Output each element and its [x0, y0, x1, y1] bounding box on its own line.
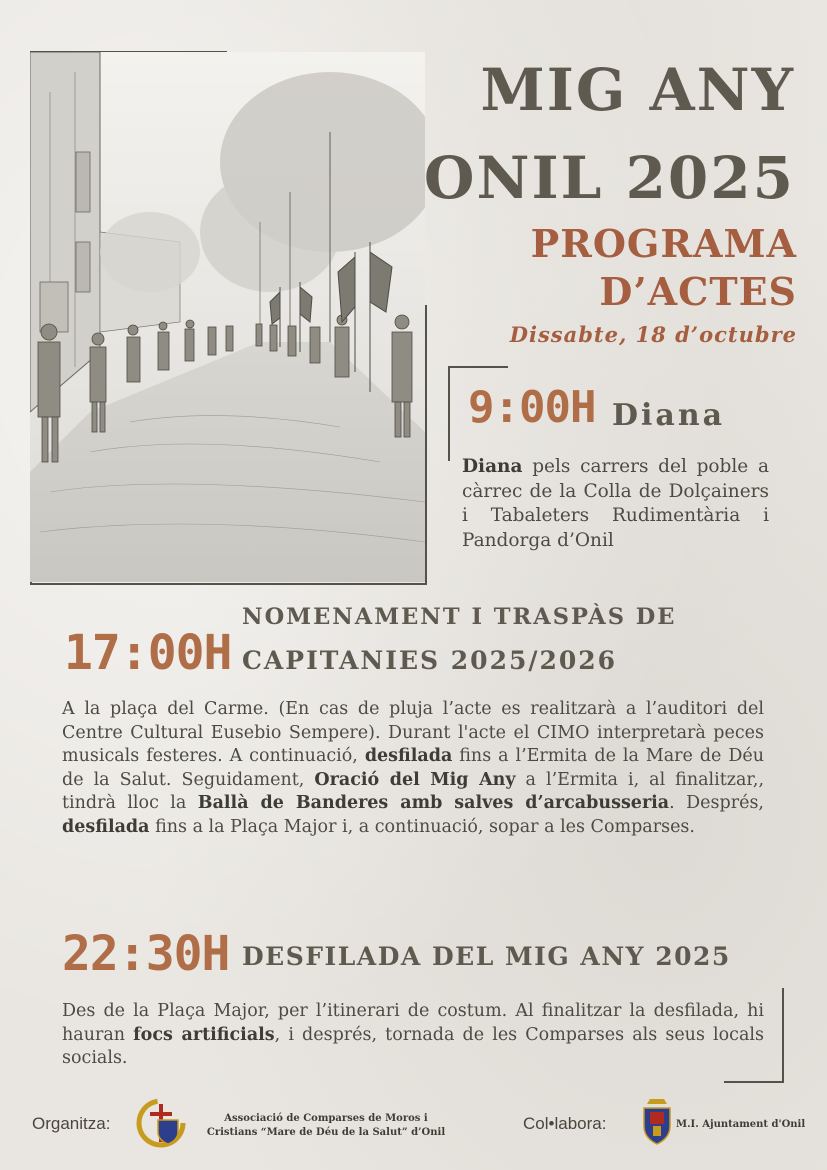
event-date: Dissabte, 18 d’octubre [509, 322, 797, 347]
frame-bottom-line [30, 583, 427, 585]
event1-desc-text: pels carrers del poble a càrrec de la Colla de Dolçainers i Tabaleters Rudimentària i Pandorga d’Onil [462, 456, 769, 551]
event2-desc-part2: fins a l’Ermita de la Mare de Déu de la Salut. Seguidament, [62, 746, 764, 790]
frame-right-line [425, 305, 427, 585]
comparses-logo-icon [136, 1098, 186, 1148]
event2-desc-bold2: Oració del Mig Any [314, 769, 516, 790]
event3-bracket-bottom [724, 1081, 784, 1083]
organitza-name-line1: Associació de Comparses de Moros i [224, 1113, 428, 1124]
event3-desc-part2: , i després, tornada de les Comparses als seus locals socials. [62, 1024, 764, 1069]
organitza-name-line2: Cristians “Mare de Déu de la Salut” d’Onil [206, 1127, 446, 1138]
title-line1: MIG ANY [480, 56, 795, 124]
event2-title-line1: NOMENAMENT I TRASPÀS DE [242, 604, 677, 630]
subtitle-line1: PROGRAMA [530, 221, 797, 266]
event1-description [462, 455, 769, 553]
event2-desc-bold3: Ballà de Banderes amb salves d’arcabusseria [197, 793, 670, 814]
event2-desc-part5: fins a la Plaça Major i, a continuació, sopar a les Comparses. [149, 816, 695, 837]
event2-desc-part3: a l’Ermita i, al finalitzar,, tindrà lloc la [62, 769, 765, 814]
event1-bracket-left [448, 366, 450, 461]
event3-description [62, 1000, 764, 1071]
event2-time: 17:00H [64, 625, 232, 681]
event3-bracket-right [782, 988, 784, 1083]
event2-desc-bold1: desfilada [364, 746, 453, 767]
organitza-name [196, 1112, 456, 1140]
event2-description [62, 698, 764, 840]
event1-title: Diana [612, 398, 726, 433]
event3-title: DESFILADA DEL MIG ANY 2025 [242, 942, 731, 971]
event1-bracket-top [448, 366, 508, 368]
colabora-label: Col•labora: [523, 1114, 607, 1133]
event3-desc-part1: Des de la Plaça Major, per l’itinerari de costum. Al finalitzar la desfilada, hi hauran [62, 1001, 764, 1045]
event2-desc-part1: A la plaça del Carme. (En cas de pluja l’acte es realitzarà a l’auditori del Centre Cultural Eusebio Sempere). Durant l'acte el CIMO interpretarà peces musicals festeres. A continuació, [62, 699, 764, 767]
event3-time: 22:30H [62, 926, 230, 982]
event1-time: 9:00H [468, 382, 596, 433]
event2-title-line2: CAPITANIES 2025/2026 [242, 646, 618, 675]
title-line2: ONIL 2025 [423, 144, 795, 212]
event2-desc-part4: . Després, [669, 793, 764, 814]
organitza-label: Organitza: [32, 1114, 111, 1133]
colabora-name: M.I. Ajuntament d'Onil [676, 1119, 806, 1130]
ajuntament-crest-icon [640, 1098, 674, 1146]
procession-sketch [30, 52, 425, 582]
event3-desc-bold1: focs artificials [133, 1024, 275, 1045]
procession-illustration [30, 52, 425, 582]
event2-desc-bold4: desfilada [62, 816, 150, 837]
subtitle-line2: D’ACTES [599, 269, 797, 314]
event1-desc-bold: Diana [462, 456, 523, 477]
